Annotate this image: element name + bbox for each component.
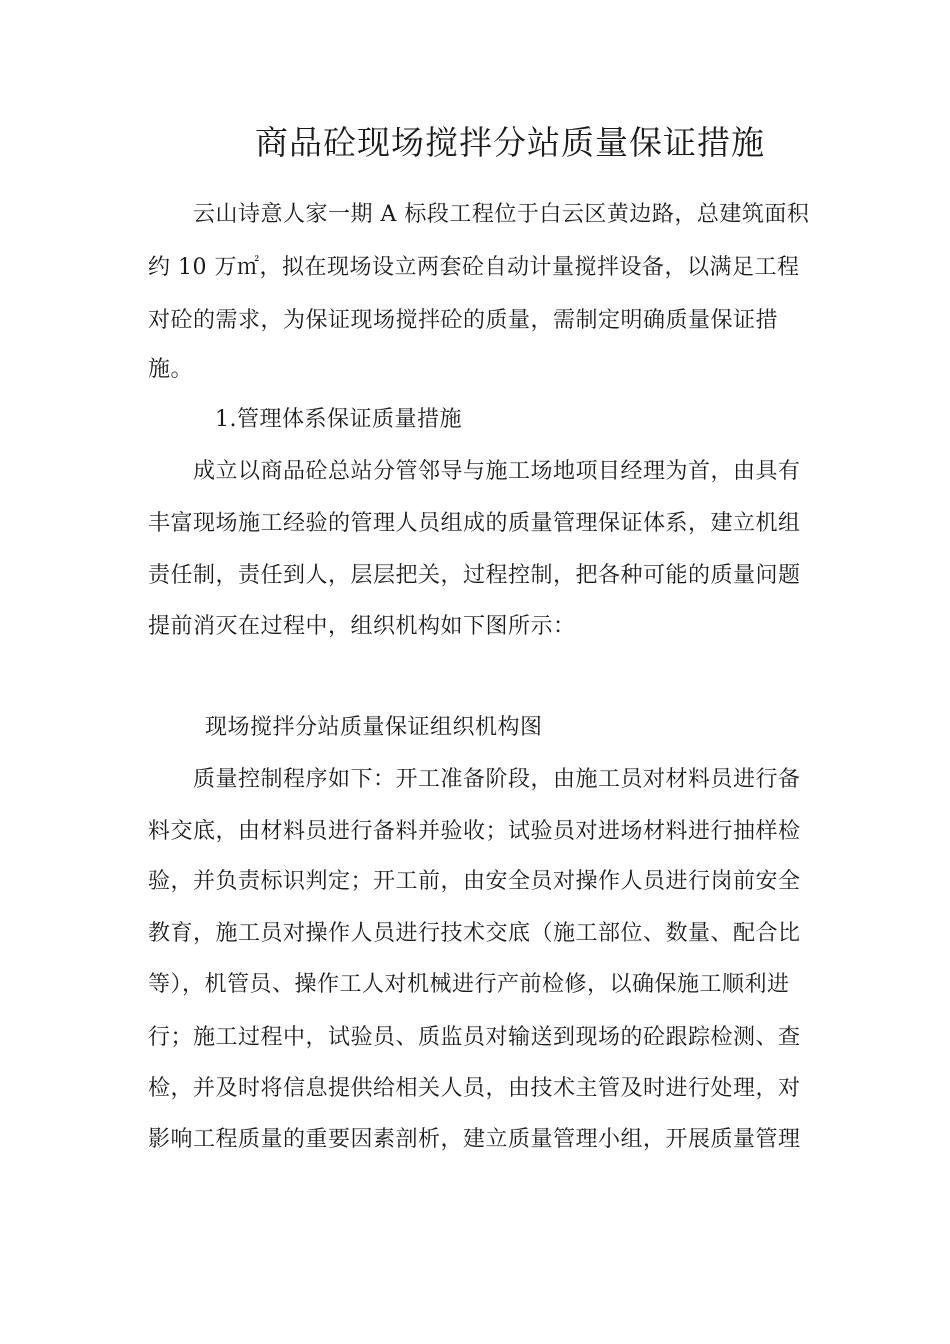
- intro-line: 云山诗意人家一期 A 标段工程位于白云区黄边路，总建筑面积: [193, 202, 810, 227]
- document-title: 商品砼现场搅拌分站质量保证措施: [255, 123, 765, 162]
- section-1-line: 责任制，责任到人，层层把关，过程控制，把各种可能的质量问题: [148, 563, 801, 588]
- intro-line: 约 10 万㎡，拟在现场设立两套砼自动计量搅拌设备，以满足工程: [148, 255, 800, 280]
- procedure-line: 教育，施工员对操作人员进行技术交底（施工部位、数量、配合比: [148, 921, 801, 946]
- procedure-line: 检，并及时将信息提供给相关人员，由技术主管及时进行处理，对: [148, 1076, 801, 1101]
- intro-line: 对砼的需求，为保证现场搅拌砼的质量，需制定明确质量保证措: [148, 308, 779, 333]
- section-1-line: 成立以商品砼总站分管邻导与施工场地项目经理为首，由具有: [193, 459, 801, 484]
- procedure-line: 料交底，由材料员进行备料并验收；试验员对进场材料进行抽样检: [148, 819, 801, 844]
- procedure-line: 等），机管员、操作工人对机械进行产前检修，以确保施工顺利进: [148, 972, 790, 997]
- section-heading: 1.管理体系保证质量措施: [215, 407, 462, 432]
- procedure-line: 行；施工过程中，试验员、质监员对输送到现场的砼跟踪检测、查: [148, 1025, 801, 1050]
- procedure-line: 质量控制程序如下：开工准备阶段，由施工员对材料员进行备: [193, 767, 801, 792]
- section-1-line: 丰富现场施工经验的管理人员组成的质量管理保证体系，建立机组: [148, 511, 801, 536]
- intro-line: 施。: [148, 357, 194, 382]
- section-1-line: 提前消灭在过程中，组织机构如下图所示：: [148, 614, 576, 639]
- procedure-line: 验，并负责标识判定；开工前，由安全员对操作人员进行岗前安全: [148, 869, 801, 894]
- figure-caption: 现场搅拌分站质量保证组织机构图: [205, 715, 543, 740]
- procedure-line: 影响工程质量的重要因素剖析，建立质量管理小组，开展质量管理: [148, 1127, 801, 1152]
